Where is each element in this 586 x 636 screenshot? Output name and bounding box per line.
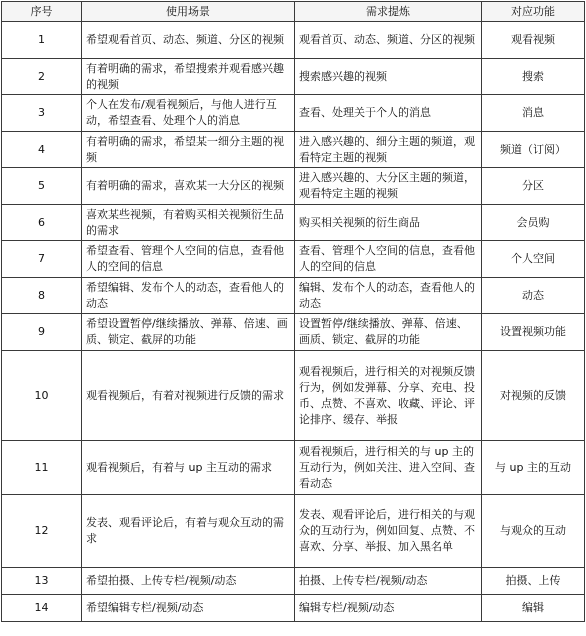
- row-feature: 拍摄、上传: [482, 568, 585, 595]
- row-feature: 个人空间: [482, 241, 585, 278]
- row-index: 14: [2, 595, 82, 622]
- row-scenario: 个人在发布/观看视频后，与他人进行互动，希望查看、处理个人的消息: [82, 95, 295, 132]
- row-feature: 观看视频: [482, 22, 585, 59]
- row-requirement: 观看视频后，进行相关的对视频反馈行为，例如发弹幕、分享、充电、投币、点赞、不喜欢、收藏、评论、评论排序、缓存、举报: [295, 351, 482, 441]
- row-feature: 搜索: [482, 59, 585, 95]
- row-feature: 对视频的反馈: [482, 351, 585, 441]
- row-scenario: 观看视频后，有着对视频进行反馈的需求: [82, 351, 295, 441]
- row-index: 12: [2, 495, 82, 568]
- row-requirement: 进入感兴趣的、大分区主题的频道，观看特定主题的视频: [295, 168, 482, 205]
- row-requirement: 设置暂停/继续播放、弹幕、倍速、画质、锁定、截屏的功能: [295, 314, 482, 351]
- header-feature: 对应功能: [482, 2, 585, 22]
- table-row: [2, 205, 585, 241]
- row-feature: 编辑: [482, 595, 585, 622]
- table-row: [2, 595, 585, 622]
- row-requirement: 查看、管理个人空间的信息，查看他人的空间的信息: [295, 241, 482, 278]
- row-index: 10: [2, 351, 82, 441]
- table-row: [2, 351, 585, 441]
- row-feature: 会员购: [482, 205, 585, 241]
- table-row: [2, 278, 585, 314]
- table-row: [2, 95, 585, 132]
- row-requirement: 编辑、发布个人的动态，查看他人的动态: [295, 278, 482, 314]
- row-requirement: 发表、观看评论后，进行相关的与观众的互动行为，例如回复、点赞、不喜欢、分享、举报、加入黑名单: [295, 495, 482, 568]
- requirements-table: [1, 1, 585, 622]
- row-feature: 分区: [482, 168, 585, 205]
- table-row: [2, 568, 585, 595]
- row-scenario: 希望观看首页、动态、频道、分区的视频: [82, 22, 295, 59]
- row-scenario: 希望查看、管理个人空间的信息，查看他人的空间的信息: [82, 241, 295, 278]
- row-feature: 动态: [482, 278, 585, 314]
- row-index: 7: [2, 241, 82, 278]
- row-scenario: 希望编辑、发布个人的动态，查看他人的动态: [82, 278, 295, 314]
- row-scenario: 希望拍摄、上传专栏/视频/动态: [82, 568, 295, 595]
- header-index: 序号: [2, 2, 82, 22]
- row-index: 8: [2, 278, 82, 314]
- row-scenario: 有着明确的需求，喜欢某一大分区的视频: [82, 168, 295, 205]
- row-feature: 频道（订阅）: [482, 132, 585, 168]
- row-scenario: 喜欢某些视频，有着购买相关视频衍生品的需求: [82, 205, 295, 241]
- row-scenario: 有着明确的需求，希望某一细分主题的视频: [82, 132, 295, 168]
- table-row: [2, 22, 585, 59]
- table-row: [2, 495, 585, 568]
- row-index: 2: [2, 59, 82, 95]
- row-scenario: 观看视频后，有着与 up 主互动的需求: [82, 441, 295, 495]
- row-requirement: 观看视频后，进行相关的与 up 主的互动行为，例如关注、进入空间、查看动态: [295, 441, 482, 495]
- table-row: [2, 132, 585, 168]
- row-scenario: 希望设置暂停/继续播放、弹幕、倍速、画质、锁定、截屏的功能: [82, 314, 295, 351]
- table-row: [2, 314, 585, 351]
- row-index: 4: [2, 132, 82, 168]
- header-scenario: 使用场景: [82, 2, 295, 22]
- row-index: 6: [2, 205, 82, 241]
- row-index: 1: [2, 22, 82, 59]
- row-requirement: 编辑专栏/视频/动态: [295, 595, 482, 622]
- row-requirement: 购买相关视频的衍生商品: [295, 205, 482, 241]
- row-scenario: 发表、观看评论后，有着与观众互动的需求: [82, 495, 295, 568]
- table-row: [2, 241, 585, 278]
- row-feature: 设置视频功能: [482, 314, 585, 351]
- table-row: [2, 441, 585, 495]
- row-scenario: 有着明确的需求，希望搜索并观看感兴趣的视频: [82, 59, 295, 95]
- table-header-row: [2, 2, 585, 22]
- row-scenario: 希望编辑专栏/视频/动态: [82, 595, 295, 622]
- row-feature: 与 up 主的互动: [482, 441, 585, 495]
- requirements-table-container: [1, 1, 585, 622]
- row-requirement: 查看、处理关于个人的消息: [295, 95, 482, 132]
- row-feature: 与观众的互动: [482, 495, 585, 568]
- row-requirement: 搜索感兴趣的视频: [295, 59, 482, 95]
- table-row: [2, 59, 585, 95]
- row-index: 5: [2, 168, 82, 205]
- row-requirement: 拍摄、上传专栏/视频/动态: [295, 568, 482, 595]
- header-requirement: 需求提炼: [295, 2, 482, 22]
- table-row: [2, 168, 585, 205]
- row-index: 11: [2, 441, 82, 495]
- row-index: 9: [2, 314, 82, 351]
- row-feature: 消息: [482, 95, 585, 132]
- row-requirement: 进入感兴趣的、细分主题的频道，观看特定主题的视频: [295, 132, 482, 168]
- row-index: 3: [2, 95, 82, 132]
- row-index: 13: [2, 568, 82, 595]
- row-requirement: 观看首页、动态、频道、分区的视频: [295, 22, 482, 59]
